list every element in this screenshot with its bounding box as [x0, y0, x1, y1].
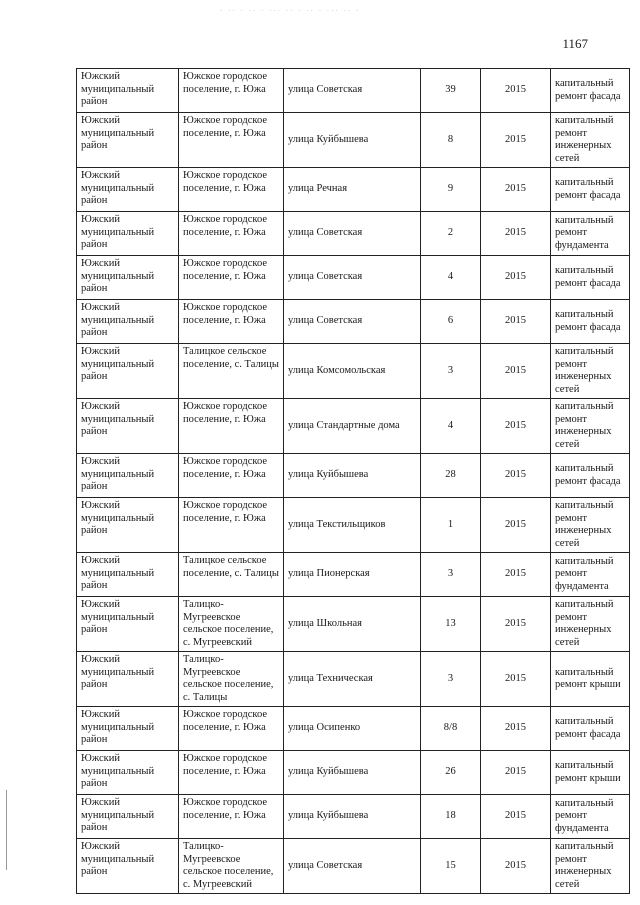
year-cell: 2015	[481, 751, 551, 795]
year-cell: 2015	[481, 707, 551, 751]
street-cell: улица Куйбышева	[284, 795, 421, 839]
district-cell: Южский муниципальный район	[77, 69, 179, 113]
district-cell: Южский муниципальный район	[77, 113, 179, 168]
work-type-cell: капитальный ремонт фасада	[551, 168, 630, 212]
buildings-repair-table	[76, 68, 630, 894]
table-row	[77, 344, 630, 399]
margin-scan-line	[6, 790, 7, 870]
table-row	[77, 795, 630, 839]
house-number-cell: 4	[421, 399, 481, 454]
street-cell: улица Куйбышева	[284, 113, 421, 168]
district-cell: Южский муниципальный район	[77, 212, 179, 256]
year-cell: 2015	[481, 113, 551, 168]
work-type-cell: капитальный ремонт фасада	[551, 256, 630, 300]
district-cell: Южский муниципальный район	[77, 707, 179, 751]
street-cell: улица Советская	[284, 256, 421, 300]
year-cell: 2015	[481, 454, 551, 498]
settlement-cell: Талицко-Мугреевское сельское поселение, с. Талицы	[179, 652, 284, 707]
table-row	[77, 652, 630, 707]
settlement-cell: Южское городское поселение, г. Южа	[179, 707, 284, 751]
house-number-cell: 26	[421, 751, 481, 795]
settlement-cell: Южское городское поселение, г. Южа	[179, 300, 284, 344]
street-cell: улица Осипенко	[284, 707, 421, 751]
table-row	[77, 751, 630, 795]
settlement-cell: Южское городское поселение, г. Южа	[179, 498, 284, 553]
house-number-cell: 3	[421, 652, 481, 707]
street-cell: улица Советская	[284, 69, 421, 113]
year-cell: 2015	[481, 498, 551, 553]
street-cell: улица Школьная	[284, 597, 421, 652]
settlement-cell: Южское городское поселение, г. Южа	[179, 212, 284, 256]
table-row	[77, 498, 630, 553]
work-type-cell: капитальный ремонт фасада	[551, 707, 630, 751]
work-type-cell: капитальный ремонт инженерных сетей	[551, 839, 630, 894]
house-number-cell: 18	[421, 795, 481, 839]
table-row	[77, 69, 630, 113]
house-number-cell: 3	[421, 553, 481, 597]
district-cell: Южский муниципальный район	[77, 553, 179, 597]
street-cell: улица Техническая	[284, 652, 421, 707]
table-row	[77, 168, 630, 212]
district-cell: Южский муниципальный район	[77, 168, 179, 212]
table-row	[77, 707, 630, 751]
house-number-cell: 2	[421, 212, 481, 256]
table-row	[77, 839, 630, 894]
work-type-cell: капитальный ремонт фасада	[551, 69, 630, 113]
work-type-cell: капитальный ремонт крыши	[551, 751, 630, 795]
settlement-cell: Талицкое сельское поселение, с. Талицы	[179, 344, 284, 399]
work-type-cell: капитальный ремонт инженерных сетей	[551, 399, 630, 454]
year-cell: 2015	[481, 652, 551, 707]
year-cell: 2015	[481, 212, 551, 256]
settlement-cell: Южское городское поселение, г. Южа	[179, 168, 284, 212]
settlement-cell: Талицко-Мугреевское сельское поселение, с. Мугреевский	[179, 839, 284, 894]
work-type-cell: капитальный ремонт инженерных сетей	[551, 597, 630, 652]
settlement-cell: Талицкое сельское поселение, с. Талицы	[179, 553, 284, 597]
year-cell: 2015	[481, 69, 551, 113]
year-cell: 2015	[481, 597, 551, 652]
district-cell: Южский муниципальный район	[77, 344, 179, 399]
street-cell: улица Куйбышева	[284, 751, 421, 795]
house-number-cell: 13	[421, 597, 481, 652]
year-cell: 2015	[481, 300, 551, 344]
settlement-cell: Южское городское поселение, г. Южа	[179, 256, 284, 300]
year-cell: 2015	[481, 168, 551, 212]
work-type-cell: капитальный ремонт инженерных сетей	[551, 498, 630, 553]
district-cell: Южский муниципальный район	[77, 751, 179, 795]
street-cell: улица Советская	[284, 300, 421, 344]
settlement-cell: Южское городское поселение, г. Южа	[179, 69, 284, 113]
street-cell: улица Советская	[284, 839, 421, 894]
settlement-cell: Южское городское поселение, г. Южа	[179, 399, 284, 454]
house-number-cell: 8/8	[421, 707, 481, 751]
district-cell: Южский муниципальный район	[77, 652, 179, 707]
settlement-cell: Южское городское поселение, г. Южа	[179, 751, 284, 795]
year-cell: 2015	[481, 795, 551, 839]
district-cell: Южский муниципальный район	[77, 795, 179, 839]
street-cell: улица Пионерская	[284, 553, 421, 597]
year-cell: 2015	[481, 344, 551, 399]
table-row	[77, 113, 630, 168]
work-type-cell: капитальный ремонт инженерных сетей	[551, 344, 630, 399]
settlement-cell: Южское городское поселение, г. Южа	[179, 454, 284, 498]
district-cell: Южский муниципальный район	[77, 399, 179, 454]
house-number-cell: 15	[421, 839, 481, 894]
district-cell: Южский муниципальный район	[77, 300, 179, 344]
year-cell: 2015	[481, 839, 551, 894]
street-cell: улица Стандартные дома	[284, 399, 421, 454]
settlement-cell: Южское городское поселение, г. Южа	[179, 795, 284, 839]
settlement-cell: Талицко-Мугреевское сельское поселение, с. Мугреевский	[179, 597, 284, 652]
district-cell: Южский муниципальный район	[77, 454, 179, 498]
work-type-cell: капитальный ремонт фасада	[551, 300, 630, 344]
table-row	[77, 553, 630, 597]
year-cell: 2015	[481, 553, 551, 597]
table-row	[77, 597, 630, 652]
table-row	[77, 399, 630, 454]
year-cell: 2015	[481, 256, 551, 300]
district-cell: Южский муниципальный район	[77, 597, 179, 652]
work-type-cell: капитальный ремонт фундамента	[551, 553, 630, 597]
house-number-cell: 1	[421, 498, 481, 553]
house-number-cell: 8	[421, 113, 481, 168]
table-row	[77, 256, 630, 300]
work-type-cell: капитальный ремонт фасада	[551, 454, 630, 498]
house-number-cell: 3	[421, 344, 481, 399]
house-number-cell: 9	[421, 168, 481, 212]
street-cell: улица Комсомольская	[284, 344, 421, 399]
table-row	[77, 212, 630, 256]
year-cell: 2015	[481, 399, 551, 454]
table-row	[77, 300, 630, 344]
street-cell: улица Куйбышева	[284, 454, 421, 498]
house-number-cell: 39	[421, 69, 481, 113]
street-cell: улица Речная	[284, 168, 421, 212]
district-cell: Южский муниципальный район	[77, 256, 179, 300]
district-cell: Южский муниципальный район	[77, 498, 179, 553]
table-row	[77, 454, 630, 498]
work-type-cell: капитальный ремонт фундамента	[551, 795, 630, 839]
street-cell: улица Советская	[284, 212, 421, 256]
work-type-cell: капитальный ремонт фундамента	[551, 212, 630, 256]
page-number: 1167	[562, 36, 588, 51]
work-type-cell: капитальный ремонт инженерных сетей	[551, 113, 630, 168]
work-type-cell: капитальный ремонт крыши	[551, 652, 630, 707]
district-cell: Южский муниципальный район	[77, 839, 179, 894]
house-number-cell: 4	[421, 256, 481, 300]
scan-artifact: · ·· · ·· · ··· ·· · ·· · ··· ·· ·	[220, 7, 361, 15]
street-cell: улица Текстильщиков	[284, 498, 421, 553]
house-number-cell: 28	[421, 454, 481, 498]
settlement-cell: Южское городское поселение, г. Южа	[179, 113, 284, 168]
house-number-cell: 6	[421, 300, 481, 344]
